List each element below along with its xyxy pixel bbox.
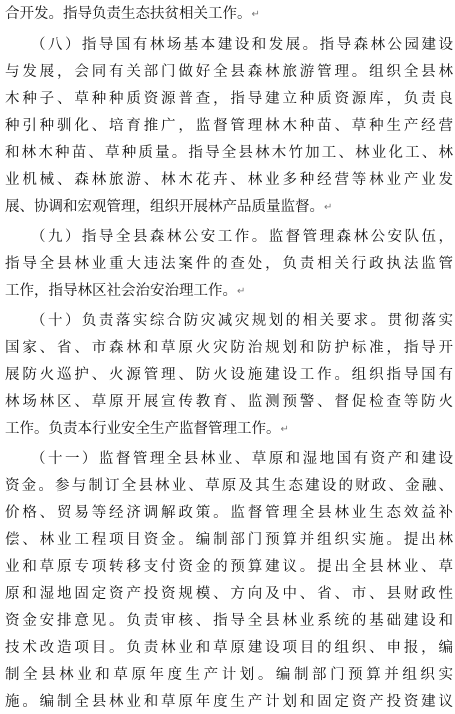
line-text: （八）指导国有林场基本建设和发展。指导森林公园建设	[31, 37, 453, 53]
line-text: 林场林区、草原开展宣传教育、监测预警、督促检查等防火	[5, 394, 453, 410]
text-line	[5, 114, 453, 138]
paragraph-mark-icon: ↵	[280, 424, 289, 435]
text-line	[5, 195, 453, 219]
text-line	[5, 555, 453, 579]
text-line	[31, 225, 453, 249]
paragraph-mark-icon: ↵	[237, 286, 246, 297]
text-line	[31, 33, 453, 57]
text-line	[31, 309, 453, 333]
text-line	[5, 141, 453, 165]
text-line	[5, 528, 453, 552]
text-line	[5, 609, 453, 633]
line-text: 资金。参与制订全县林业、草原及其生态建设的财政、金融、	[5, 478, 453, 494]
line-text: 指导全县林业重大违法案件的查处，负责相关行政执法监管	[5, 256, 453, 272]
line-text: 技术改造项目。负责林业和草原建设项目的组织、申报，编	[5, 640, 453, 656]
line-text: （十）负责落实综合防灾减灾规划的相关要求。贯彻落实	[31, 313, 453, 329]
line-text: 价格、贸易等经济调解政策。监督管理全县林业生态效益补	[5, 505, 453, 521]
text-line	[5, 87, 453, 111]
line-text: 和林木种苗、草种质量。指导全县林木竹加工、林业化工、林	[5, 145, 453, 161]
line-text: 与发展，会同有关部门做好全县森林旅游管理。组织全县林	[5, 64, 453, 80]
text-line	[5, 60, 453, 84]
text-line	[5, 2, 453, 26]
text-line	[5, 636, 453, 660]
paragraph-mark-icon: ↵	[251, 9, 260, 20]
text-line	[5, 474, 453, 498]
text-line	[5, 279, 453, 303]
line-text: 原和湿地固定资产投资规模、方向及中、省、市、县财政性	[5, 586, 453, 602]
text-line	[5, 252, 453, 276]
text-line	[5, 501, 453, 525]
line-text: 偿、林业工程项目资金。编制部门预算并组织实施。提出林	[5, 532, 453, 548]
line-text: 业机械、森林旅游、林木花卉、林业多种经营等林业产业发	[5, 172, 453, 188]
line-text: 资金安排意见。负责审核、指导全县林业系统的基础建设和	[5, 613, 453, 629]
line-text: 木种子、草种种质资源普查，指导建立种质资源库，负责良	[5, 91, 453, 107]
text-line	[5, 168, 453, 192]
line-text: 合开发。指导负责生态扶贫相关工作。	[5, 6, 252, 22]
text-line	[5, 390, 453, 414]
line-text: 展、协调和宏观管理，组织开展林产品质量监督。	[5, 199, 324, 215]
line-text: （九）指导全县森林公安工作。监督管理森林公安队伍，	[31, 229, 453, 245]
line-text: 国家、省、市森林和草原火灾防治规划和防护标准，指导开	[5, 340, 453, 356]
line-text: 施。编制全县林业和草原年度生产计划和固定资产投资建议	[5, 694, 453, 710]
paragraph-mark-icon: ↵	[324, 202, 333, 213]
text-line	[5, 417, 453, 441]
text-line	[5, 363, 453, 387]
text-line	[5, 690, 453, 714]
line-text: （十一）监督管理全县林业、草原和湿地国有资产和建设	[31, 451, 453, 467]
text-line	[31, 447, 453, 471]
text-line	[5, 663, 453, 687]
line-text: 业和草原专项转移支付资金的预算建议。提出全县林业、草	[5, 559, 453, 575]
line-text: 种引种驯化、培育推广，监督管理林木种苗、草种生产经营	[5, 118, 453, 134]
text-line	[5, 336, 453, 360]
line-text: 工作。负责本行业安全生产监督管理工作。	[5, 421, 281, 437]
line-text: 工作，指导林区社会治安治理工作。	[5, 283, 237, 299]
text-line	[5, 582, 453, 606]
line-text: 展防火巡护、火源管理、防火设施建设工作。组织指导国有	[5, 367, 453, 383]
line-text: 制全县林业和草原年度生产计划。编制部门预算并组织实	[5, 667, 453, 683]
